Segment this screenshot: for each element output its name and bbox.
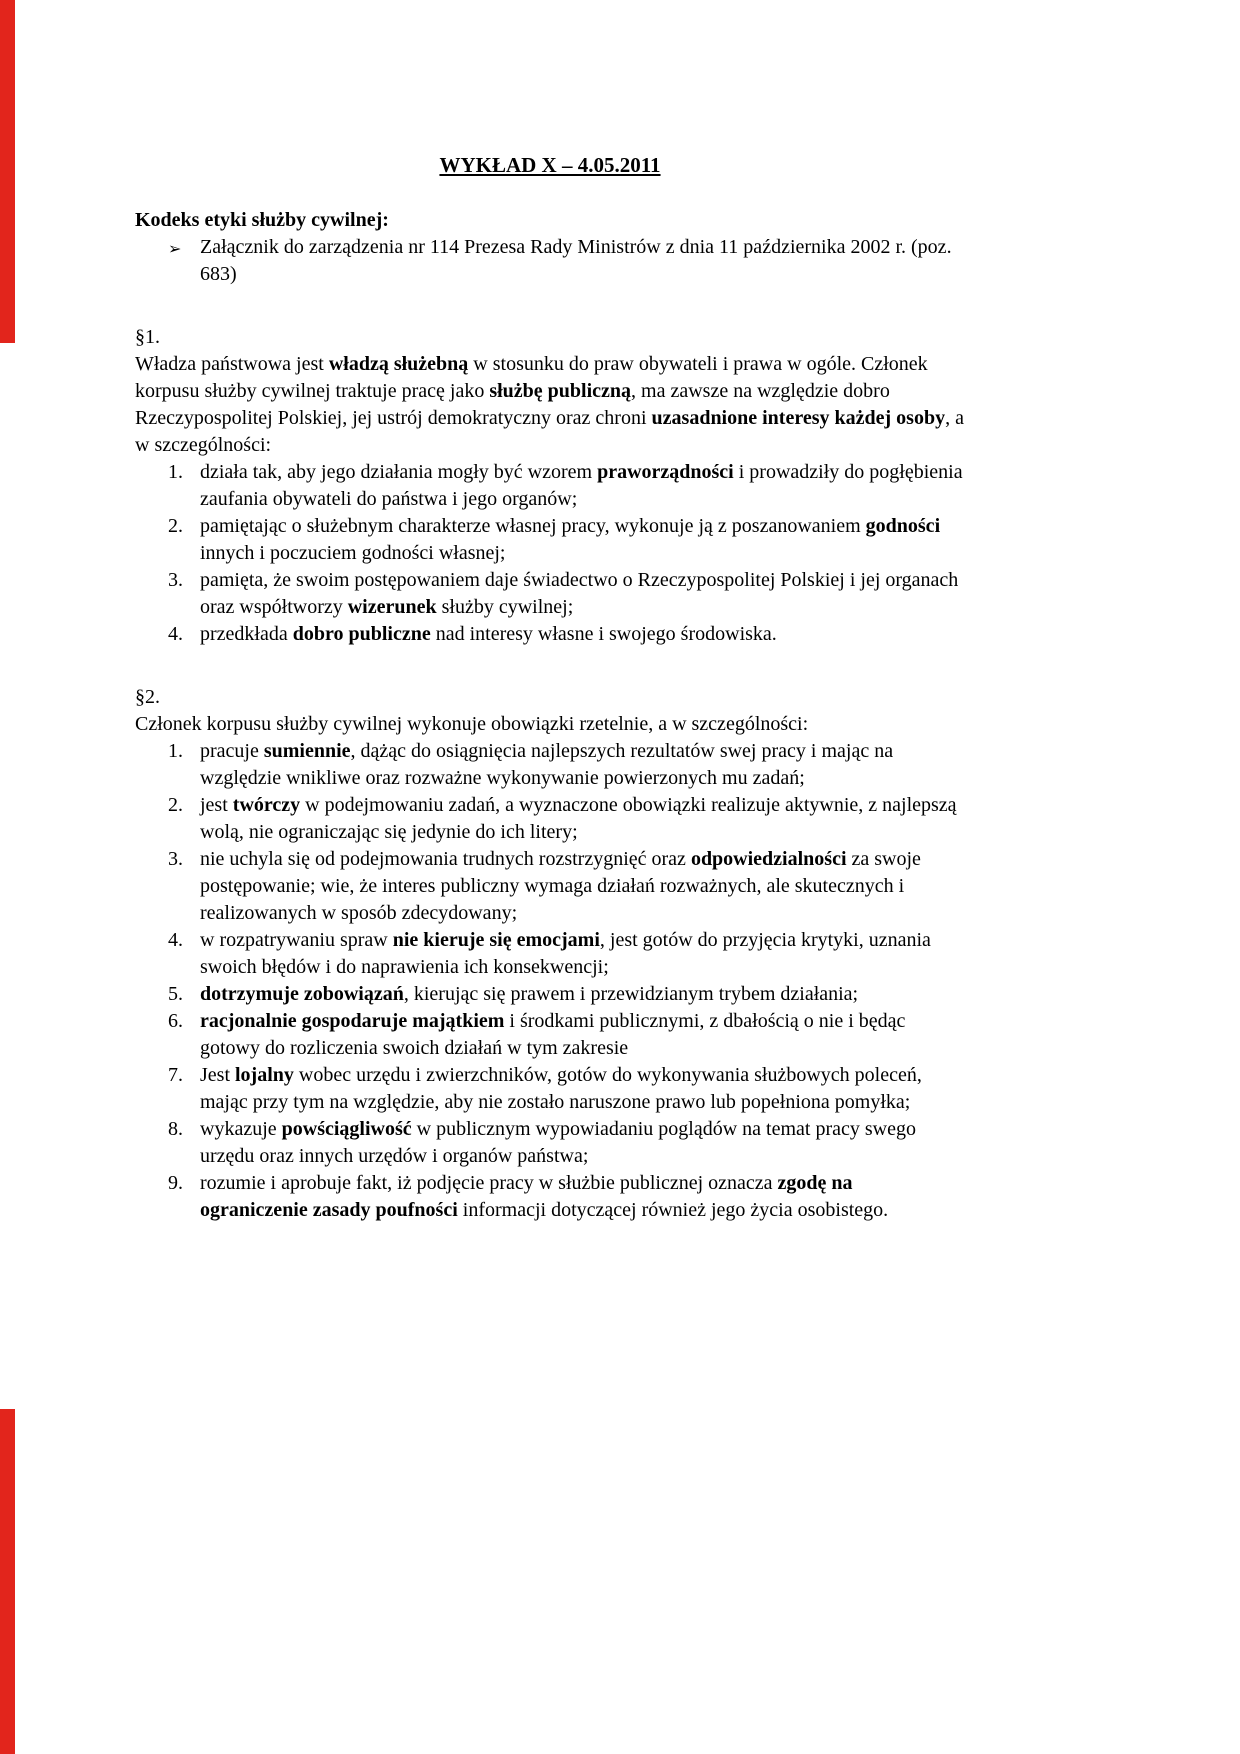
list-number: 6. — [168, 1010, 183, 1032]
list-item — [168, 513, 965, 567]
lecture-title: WYKŁAD X – 4.05.2011 — [439, 153, 661, 177]
section-1-intro: Władza państwowa jest władzą służebną w stosunku do praw obywateli i prawa w ogóle. Członek korpusu służby cywilnej traktuje pracę jako służbę publiczną, ma zawsze na względzie dobro Rzeczypospolitej Polskiej, jej ustrój demokratyczny oraz chroni uzasadnione interesy każdej osoby, a w szczególności: — [135, 353, 964, 456]
list-number: 7. — [168, 1064, 183, 1086]
section-2-intro: Członek korpusu służby cywilnej wykonuje obowiązki rzetelnie, a w szczególności: — [135, 713, 809, 735]
list-item-text: nie uchyla się od podejmowania trudnych rozstrzygnięć oraz odpowiedzialności za swoje postępowanie; wie, że interes publiczny wymaga działań rozważnych, ale skutecznych i realizowanych w sposób zdecydowany; — [200, 848, 921, 924]
list-item — [168, 621, 965, 648]
list-item-text: pamięta, że swoim postępowaniem daje świadectwo o Rzeczypospolitej Polskiej i jej organach oraz współtworzy wizerunek służby cywilnej; — [200, 569, 959, 618]
list-item — [168, 792, 965, 846]
list-number: 1. — [168, 740, 183, 762]
list-item — [168, 1062, 965, 1116]
list-number: 3. — [168, 569, 183, 591]
section-1-heading: §1. — [135, 326, 160, 348]
list-number: 9. — [168, 1172, 183, 1194]
list-number: 8. — [168, 1118, 183, 1140]
red-margin-bar-top — [0, 0, 15, 343]
list-item — [168, 567, 965, 621]
list-item — [168, 1170, 965, 1224]
list-number: 4. — [168, 623, 183, 645]
list-number: 4. — [168, 929, 183, 951]
list-number: 2. — [168, 515, 183, 537]
list-number: 3. — [168, 848, 183, 870]
list-item-text: przedkłada dobro publiczne nad interesy własne i swojego środowiska. — [200, 623, 777, 645]
list-item-text: jest twórczy w podejmowaniu zadań, a wyznaczone obowiązki realizuje aktywnie, z najlepszą wolą, nie ograniczając się jedynie do ich litery; — [200, 794, 957, 843]
section-2-heading: §2. — [135, 686, 160, 708]
list-item-text: działa tak, aby jego działania mogły być wzorem praworządności i prowadziły do pogłębienia zaufania obywateli do państwa i jego organów; — [200, 461, 963, 510]
red-margin-bar-bottom — [0, 1409, 15, 1754]
list-item-text: pracuje sumiennie, dążąc do osiągnięcia najlepszych rezultatów swej pracy i mając na względzie wnikliwe oraz rozważne wykonywanie powierzonych mu zadań; — [200, 740, 894, 789]
attachment-text: Załącznik do zarządzenia nr 114 Prezesa Rady Ministrów z dnia 11 października 2002 r. (poz. 683) — [200, 236, 952, 285]
list-item — [168, 1116, 965, 1170]
list-item-text: pamiętając o służebnym charakterze własnej pracy, wykonuje ją z poszanowaniem godności innych i poczuciem godności własnej; — [200, 515, 941, 564]
list-item-text: w rozpatrywaniu spraw nie kieruje się emocjami, jest gotów do przyjęcia krytyki, uznania swoich błędów i do naprawienia ich konsekwencji; — [200, 929, 931, 978]
list-item-text: Jest lojalny wobec urzędu i zwierzchników, gotów do wykonywania służbowych poleceń, mając przy tym na względzie, aby nie zostało naruszone prawo lub popełniona pomyłka; — [200, 1064, 922, 1113]
list-number: 2. — [168, 794, 183, 816]
list-number: 1. — [168, 461, 183, 483]
attachment-item — [168, 234, 965, 288]
list-item — [168, 1008, 965, 1062]
list-item — [168, 981, 965, 1008]
list-item-text: racjonalnie gospodaruje majątkiem i środkami publicznymi, z dbałością o nie i będąc gotowy do rozliczenia swoich działań w tym zakresie — [200, 1010, 906, 1059]
list-item — [168, 927, 965, 981]
kodeks-heading: Kodeks etyki służby cywilnej: — [135, 209, 389, 231]
list-number: 5. — [168, 983, 183, 1005]
list-item-text: dotrzymuje zobowiązań, kierując się prawem i przewidzianym trybem działania; — [200, 983, 859, 1005]
list-item — [168, 459, 965, 513]
list-item-text: wykazuje powściągliwość w publicznym wypowiadaniu poglądów na temat pracy swego urzędu oraz innych urzędów i organów państwa; — [200, 1118, 916, 1167]
list-item — [168, 738, 965, 792]
list-item — [168, 846, 965, 927]
list-item-text: rozumie i aprobuje fakt, iż podjęcie pracy w służbie publicznej oznacza zgodę na ograniczenie zasady poufności informacji dotyczącej również jego życia osobistego. — [200, 1172, 889, 1221]
arrow-bullet-icon: ➢ — [168, 241, 182, 258]
